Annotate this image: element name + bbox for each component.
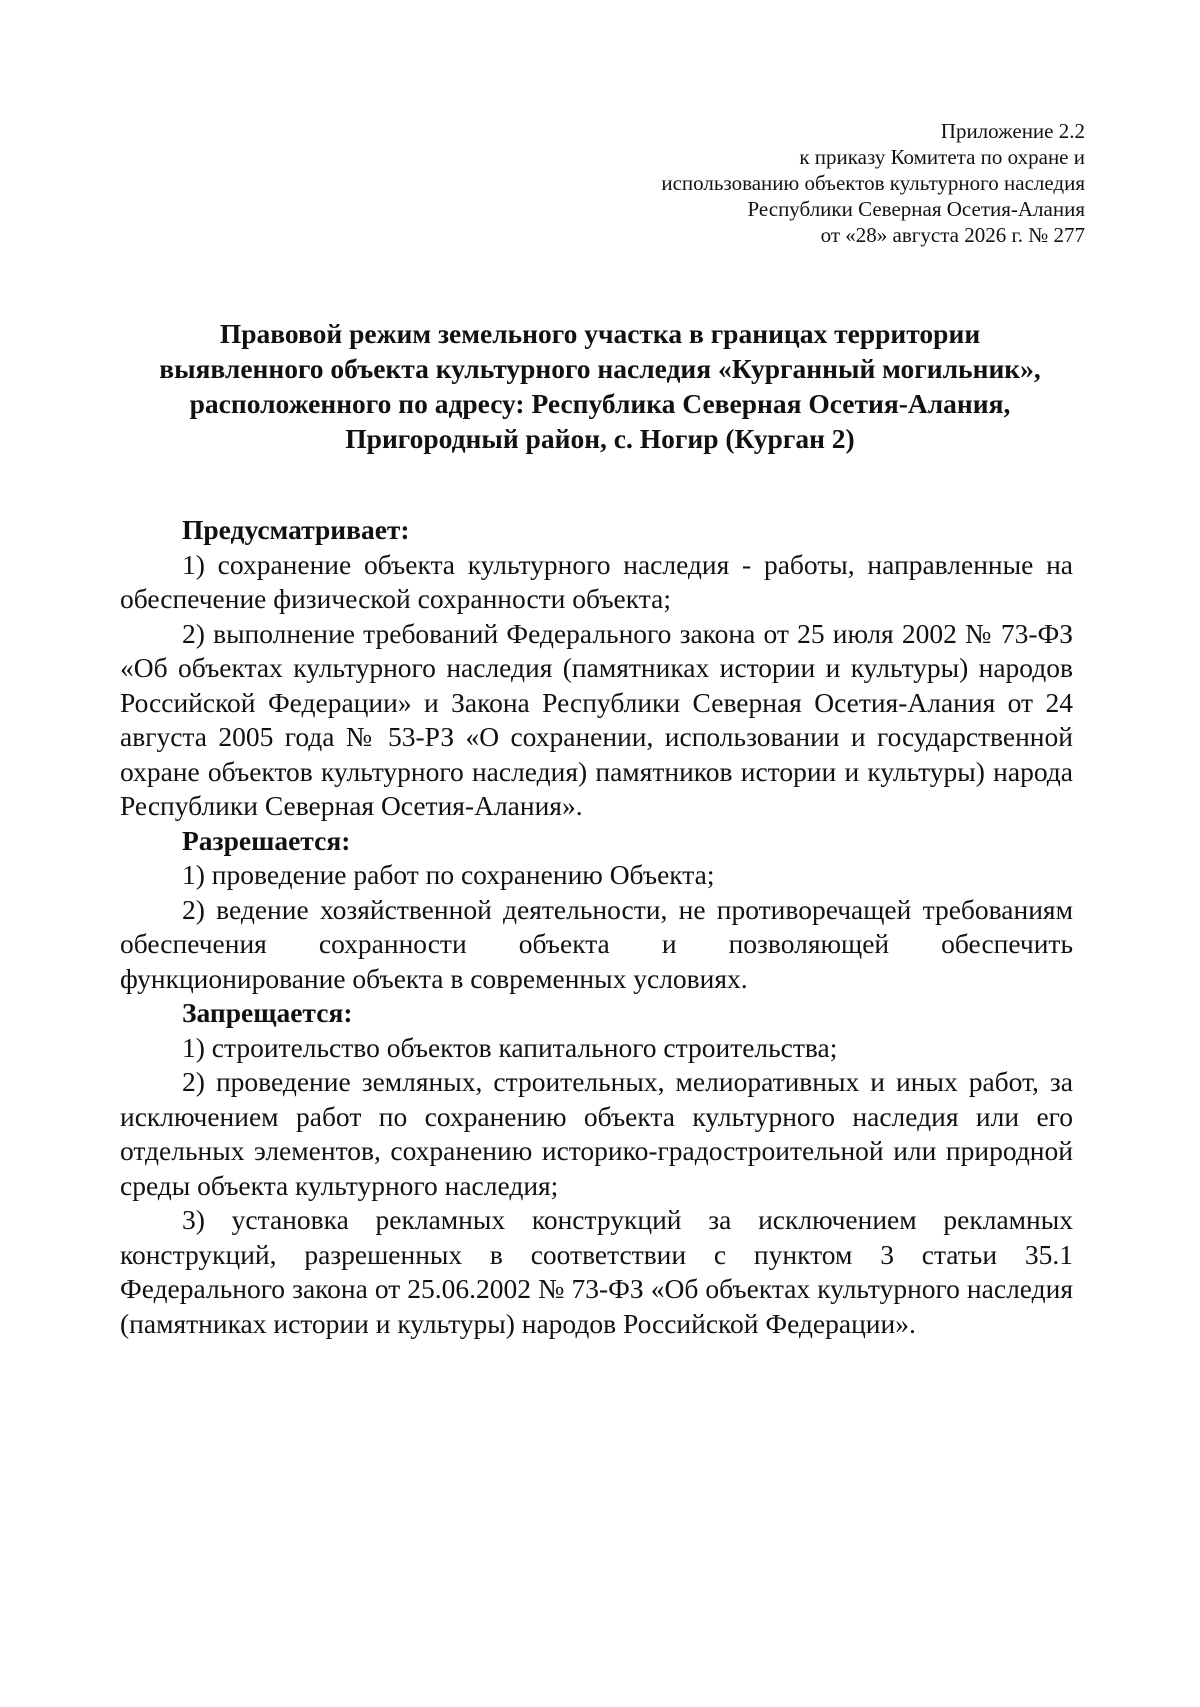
allowed-item: 2) ведение хозяйственной деятельности, не противоречащей требованиям обеспечения сохранности объекта и позволяющей обеспечить функционирование объекта в современных условиях.	[120, 893, 1073, 994]
prohibited-item: 3) установка рекламных конструкций за исключением рекламных конструкций, разрешенных в соответствии с пунктом 3 статьи 35.1 Федерального закона от 25.06.2002 № 73-ФЗ «Об объектах культурного наследия (памятниках истории и культуры) народов Российской Федерации».	[120, 1204, 1073, 1339]
appendix-line: использованию объектов культурного наследия	[661, 171, 1085, 195]
provides-item: 2) выполнение требований Федерального закона от 25 июля 2002 № 73-ФЗ «Об объектах культурного наследия (памятниках истории и культуры) народов Российской Федерации» и Закона Республики Северная Осетия-Алания от 24 августа 2005 года № 53-РЗ «О сохранении, использовании и государственной охране объектов культурного наследия) памятников истории и культуры) народа Республики Северная Осетия-Алания».	[120, 617, 1073, 821]
prohibited-item: 1) строительство объектов капитального строительства;	[182, 1031, 838, 1063]
provides-item: 1) сохранение объекта культурного наследия - работы, направленные на обеспечение физической сохранности объекта;	[120, 548, 1073, 614]
appendix-line: к приказу Комитета по охране и	[799, 145, 1085, 169]
appendix-line: Приложение 2.2	[940, 119, 1085, 143]
provides-heading: Предусматривает:	[182, 514, 410, 545]
document-title	[130, 316, 1070, 456]
title-line: выявленного объекта культурного наследия «Курганный могильник»,	[159, 353, 1041, 384]
title-line: расположенного по адресу: Республика Северная Осетия-Алания,	[189, 388, 1011, 419]
title-line: Правовой режим земельного участка в границах территории	[219, 318, 981, 349]
title-line: Пригородный район, с. Ногир (Курган 2)	[345, 423, 855, 454]
prohibited-item: 2) проведение земляных, строительных, мелиоративных и иных работ, за исключением работ по сохранению объекта культурного наследия или его отдельных элементов, сохранению историко-градостроительной или природной среды объекта культурного наследия;	[120, 1066, 1073, 1201]
allowed-heading: Разрешается:	[182, 824, 351, 856]
appendix-line: Республики Северная Осетия-Алания	[747, 197, 1085, 221]
allowed-item: 1) проведение работ по сохранению Объекта;	[182, 859, 715, 890]
document-body	[120, 513, 1073, 1341]
appendix-line: от «28» августа 2026 г. № 277	[820, 223, 1085, 247]
prohibited-heading: Запрещается:	[182, 997, 353, 1028]
appendix-header	[525, 118, 1085, 248]
